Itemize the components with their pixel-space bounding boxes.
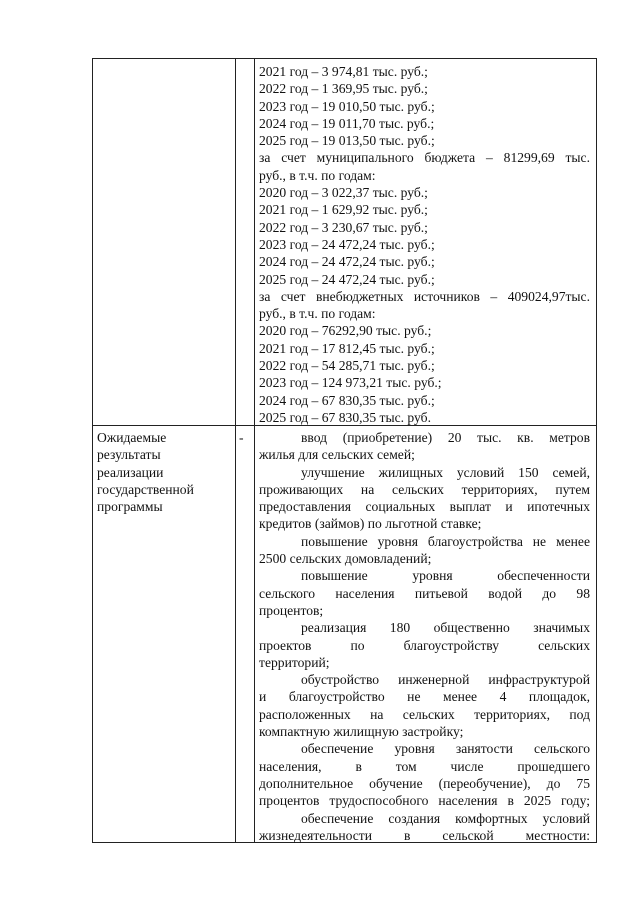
label-line: реализации [97,464,164,480]
text-line: руб., в т.ч. по годам: [259,306,376,322]
text-line: проектов по благоустройству сельских [259,637,590,653]
text-line: 2025 год – 67 830,35 тыс. руб. [259,409,431,425]
text-line: жилья для сельских семей; [259,447,415,463]
text-line: 2022 год – 3 230,67 тыс. руб.; [259,219,428,235]
text-line: сельского населения питьевой водой до 98 [259,585,590,601]
text-line: 2020 год – 3 022,37 тыс. руб.; [259,185,428,201]
text-line: процентов трудоспособного населения в 2025 году; [259,793,590,809]
text-line: обеспечение создания комфортных условий [301,810,590,826]
program-table [92,58,597,843]
text-line: предоставления социальных выплат и ипотечных [259,499,590,515]
text-line: процентов; [259,602,324,618]
text-line: 2024 год – 24 472,24 тыс. руб.; [259,254,435,270]
text-line: обустройство инженерной инфраструктурой [301,672,590,688]
text-line: повышение уровня благоустройства не менее [301,533,590,549]
expected-results-cell [259,429,590,844]
text-line: 2020 год – 76292,90 тыс. руб.; [259,323,432,339]
text-line: 2021 год – 3 974,81 тыс. руб.; [259,64,428,79]
text-line: обеспечение уровня занятости сельского [301,741,590,757]
text-line: 2023 год – 124 973,21 тыс. руб.; [259,375,442,391]
text-line: 2025 год – 19 013,50 тыс. руб.; [259,133,435,149]
text-line: 2024 год – 67 830,35 тыс. руб.; [259,392,435,408]
text-line: территорий; [259,654,330,670]
column-divider [235,59,236,842]
text-line: 2021 год – 17 812,45 тыс. руб.; [259,340,435,356]
text-line: населения, в том числе прошедшего [259,758,590,774]
column-divider [254,59,255,842]
text-line: кредитов (займов) по льготной ставке; [259,516,482,532]
text-line: дополнительное обучение (переобучение), до 75 [259,775,590,791]
text-line: компактную жилищную застройку; [259,724,464,740]
text-line: жизнедеятельности в сельской местности: [259,827,590,843]
text-line: и благоустройство не менее 4 площадок, [259,689,590,705]
text-line: улучшение жилищных условий 150 семей, [301,464,590,480]
text-line: проживающих на сельских территориях, путем [259,481,590,497]
label-line: Ожидаемые [97,430,167,445]
text-line: повышение уровня обеспеченности [301,568,590,584]
text-line: 2500 сельских домовладений; [259,551,432,567]
text-line: 2023 год – 19 010,50 тыс. руб.; [259,98,435,114]
dash-separator: - [239,430,244,445]
text-line: расположенных на сельских территориях, под [259,706,590,722]
text-line: реализация 180 общественно значимых [301,620,590,636]
text-line: 2025 год – 24 472,24 тыс. руб.; [259,271,435,287]
financing-cell [259,63,590,426]
label-line: государственной [97,481,194,497]
text-line: 2022 год – 1 369,95 тыс. руб.; [259,81,428,97]
text-line: 2021 год – 1 629,92 тыс. руб.; [259,202,428,218]
text-line: за счет внебюджетных источников – 409024,97тыс. [259,288,590,304]
label-line: результаты [97,447,161,463]
text-line: руб., в т.ч. по годам: [259,167,376,183]
text-line: 2024 год – 19 011,70 тыс. руб.; [259,115,435,131]
text-line: ввод (приобретение) 20 тыс. кв. метров [301,430,590,445]
label-line: программы [97,499,163,515]
text-line: за счет муниципального бюджета – 81299,69 тыс. [259,150,590,166]
text-line: 2022 год – 54 285,71 тыс. руб.; [259,358,435,374]
expected-results-label [97,429,233,515]
text-line: 2023 год – 24 472,24 тыс. руб.; [259,236,435,252]
